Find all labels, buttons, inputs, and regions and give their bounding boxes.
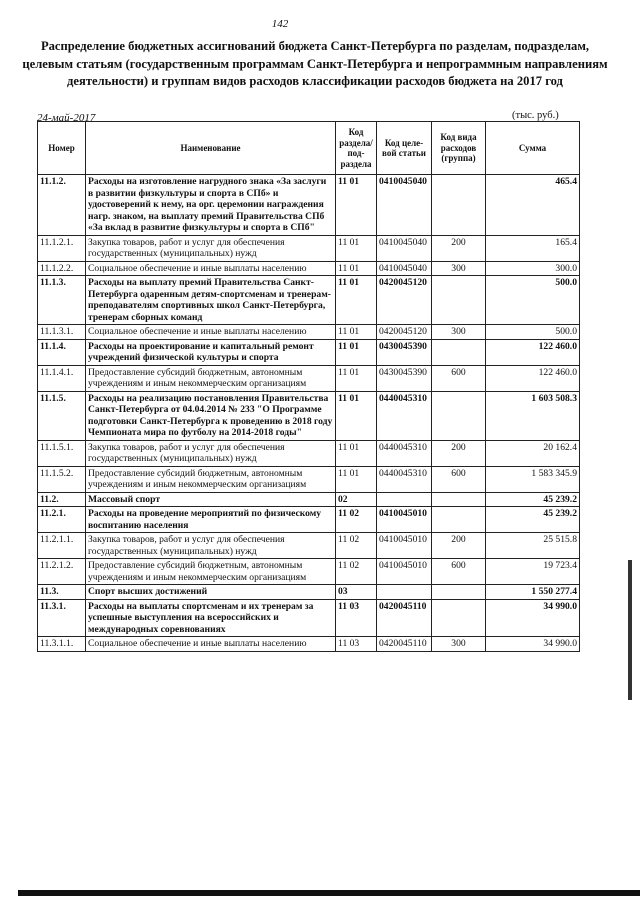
- row-number: 11.1.5.1.: [38, 440, 86, 466]
- table-row: [38, 440, 580, 466]
- table-row: [38, 261, 580, 276]
- row-section-code: 11 01: [336, 365, 377, 391]
- row-name: Предоставление субсидий бюджетным, автономным учреждениям и иным некоммерческим организациям: [86, 466, 336, 492]
- row-name: Расходы на реализацию постановления Правительства Санкт-Петербурга от 04.04.2014 № 233 "О Программе подготовки Санкт-Петербурга к проведению в 2018 году Чемпионата мира по футболу на 2014-2018 годы": [86, 391, 336, 440]
- row-expense-type-code: [432, 492, 486, 507]
- row-sum: 165.4: [486, 235, 580, 261]
- row-sum: 500.0: [486, 325, 580, 340]
- row-number: 11.1.4.1.: [38, 365, 86, 391]
- row-section-code: 02: [336, 492, 377, 507]
- row-name: Социальное обеспечение и иные выплаты населению: [86, 261, 336, 276]
- row-number: 11.1.4.: [38, 339, 86, 365]
- table-row: [38, 276, 580, 325]
- row-sum: 1 583 345.9: [486, 466, 580, 492]
- row-name: Расходы на изготовление нагрудного знака «За заслуги в развитии физкультуры и спорта в СПб» и удостоверений к нему, на орг. церемонии награждения нагр. знаком, на выплату премий Правительства СПб «За вклад в развитие физкультуры и спорта в СПб": [86, 175, 336, 236]
- row-sum: 45 239.2: [486, 492, 580, 507]
- row-name: Закупка товаров, работ и услуг для обеспечения государственных (муниципальных) нужд: [86, 533, 336, 559]
- header-target-code: Код целе- вой статьи: [377, 122, 432, 175]
- header-name: Наименование: [86, 122, 336, 175]
- document-title: Распределение бюджетных ассигнований бюджета Санкт-Петербурга по разделам, подразделам, целевым статьям (государственным программам Санкт-Петербурга и непрограммным направлениям деятельности) и группам видов расходов классификации расходов бюджета на 2017 год: [22, 39, 608, 88]
- row-number: 11.1.5.2.: [38, 466, 86, 492]
- page-number: 142: [271, 18, 289, 30]
- row-expense-type-code: 200: [432, 533, 486, 559]
- row-target-code: 0440045310: [377, 466, 432, 492]
- header-expense-type-code: Код вида расходов (группа): [432, 122, 486, 175]
- document-date: 24-май-2017: [37, 112, 96, 124]
- row-expense-type-code: [432, 391, 486, 440]
- row-expense-type-code: 600: [432, 466, 486, 492]
- row-sum: 122 460.0: [486, 339, 580, 365]
- row-sum: 122 460.0: [486, 365, 580, 391]
- row-sum: 20 162.4: [486, 440, 580, 466]
- row-name: Социальное обеспечение и иные выплаты населению: [86, 637, 336, 652]
- row-sum: 500.0: [486, 276, 580, 325]
- row-section-code: 11 01: [336, 466, 377, 492]
- table-row: [38, 365, 580, 391]
- row-name: Закупка товаров, работ и услуг для обеспечения государственных (муниципальных) нужд: [86, 235, 336, 261]
- row-section-code: 11 01: [336, 325, 377, 340]
- row-sum: 1 603 508.3: [486, 391, 580, 440]
- units-label: (тыс. руб.): [512, 110, 559, 121]
- row-target-code: 0410045040: [377, 261, 432, 276]
- row-number: 11.1.2.1.: [38, 235, 86, 261]
- row-section-code: 11 02: [336, 559, 377, 585]
- row-target-code: 0420045110: [377, 599, 432, 637]
- row-number: 11.3.1.1.: [38, 637, 86, 652]
- row-number: 11.2.1.: [38, 507, 86, 533]
- table-row: [38, 507, 580, 533]
- row-expense-type-code: 300: [432, 261, 486, 276]
- table-row: [38, 391, 580, 440]
- row-target-code: 0410045040: [377, 235, 432, 261]
- row-target-code: 0430045390: [377, 365, 432, 391]
- row-target-code: 0440045310: [377, 440, 432, 466]
- row-section-code: 11 01: [336, 440, 377, 466]
- row-target-code: 0420045110: [377, 637, 432, 652]
- row-target-code: 0410045010: [377, 559, 432, 585]
- row-sum: 1 550 277.4: [486, 585, 580, 600]
- row-number: 11.2.1.1.: [38, 533, 86, 559]
- row-expense-type-code: [432, 276, 486, 325]
- table-body: [38, 175, 580, 652]
- header-number: Номер: [38, 122, 86, 175]
- table-row: [38, 175, 580, 236]
- budget-table: [37, 121, 580, 652]
- row-target-code: 0430045390: [377, 339, 432, 365]
- row-sum: 465.4: [486, 175, 580, 236]
- table-row: [38, 599, 580, 637]
- row-name: Социальное обеспечение и иные выплаты населению: [86, 325, 336, 340]
- row-sum: 45 239.2: [486, 507, 580, 533]
- table-row: [38, 585, 580, 600]
- table-row: [38, 559, 580, 585]
- row-section-code: 11 01: [336, 175, 377, 236]
- row-expense-type-code: [432, 599, 486, 637]
- row-target-code: 0440045310: [377, 391, 432, 440]
- header-sum: Сумма: [486, 122, 580, 175]
- row-target-code: 0420045120: [377, 276, 432, 325]
- header-section-code: Код раздела/ под- раздела: [336, 122, 377, 175]
- row-section-code: 11 03: [336, 637, 377, 652]
- row-section-code: 11 01: [336, 261, 377, 276]
- row-expense-type-code: [432, 175, 486, 236]
- row-section-code: 03: [336, 585, 377, 600]
- table-row: [38, 492, 580, 507]
- row-section-code: 11 01: [336, 339, 377, 365]
- table-row: [38, 533, 580, 559]
- row-number: 11.1.5.: [38, 391, 86, 440]
- row-name: Спорт высших достижений: [86, 585, 336, 600]
- row-number: 11.3.: [38, 585, 86, 600]
- bottom-rule: [18, 890, 640, 896]
- row-expense-type-code: 300: [432, 325, 486, 340]
- row-name: Предоставление субсидий бюджетным, автономным учреждениям и иным некоммерческим организациям: [86, 559, 336, 585]
- row-section-code: 11 03: [336, 599, 377, 637]
- row-expense-type-code: 200: [432, 235, 486, 261]
- row-number: 11.2.1.2.: [38, 559, 86, 585]
- row-name: Расходы на проведение мероприятий по физическому воспитанию населения: [86, 507, 336, 533]
- row-name: Предоставление субсидий бюджетным, автономным учреждениям и иным некоммерческим организациям: [86, 365, 336, 391]
- row-sum: 25 515.8: [486, 533, 580, 559]
- row-name: Расходы на выплаты спортсменам и их тренерам за успешные выступления на всероссийских и международных соревнованиях: [86, 599, 336, 637]
- row-sum: 19 723.4: [486, 559, 580, 585]
- row-sum: 34 990.0: [486, 637, 580, 652]
- row-expense-type-code: [432, 339, 486, 365]
- table-row: [38, 339, 580, 365]
- row-target-code: 0410045040: [377, 175, 432, 236]
- table-row: [38, 235, 580, 261]
- row-name: Массовый спорт: [86, 492, 336, 507]
- row-number: 11.2.: [38, 492, 86, 507]
- row-number: 11.1.3.: [38, 276, 86, 325]
- row-section-code: 11 01: [336, 276, 377, 325]
- row-target-code: 0420045120: [377, 325, 432, 340]
- row-number: 11.1.2.: [38, 175, 86, 236]
- row-expense-type-code: 200: [432, 440, 486, 466]
- row-number: 11.1.3.1.: [38, 325, 86, 340]
- row-section-code: 11 01: [336, 235, 377, 261]
- row-sum: 34 990.0: [486, 599, 580, 637]
- row-expense-type-code: [432, 507, 486, 533]
- row-expense-type-code: 600: [432, 559, 486, 585]
- row-target-code: 0410045010: [377, 533, 432, 559]
- table-row: [38, 637, 580, 652]
- table-row: [38, 466, 580, 492]
- row-name: Расходы на выплату премий Правительства Санкт-Петербурга одаренным детям-спортсменам и тренерам-преподавателям спортивных школ Санкт-Петербурга, тренерам сборных команд: [86, 276, 336, 325]
- row-name: Расходы на проектирование и капитальный ремонт учреждений физической культуры и спорта: [86, 339, 336, 365]
- table-row: [38, 325, 580, 340]
- row-section-code: 11 01: [336, 391, 377, 440]
- row-name: Закупка товаров, работ и услуг для обеспечения государственных (муниципальных) нужд: [86, 440, 336, 466]
- row-target-code: 0410045010: [377, 507, 432, 533]
- row-target-code: [377, 585, 432, 600]
- row-expense-type-code: 300: [432, 637, 486, 652]
- row-sum: 300.0: [486, 261, 580, 276]
- row-number: 11.3.1.: [38, 599, 86, 637]
- row-section-code: 11 02: [336, 507, 377, 533]
- row-expense-type-code: [432, 585, 486, 600]
- scan-edge-mark: [628, 560, 632, 700]
- row-number: 11.1.2.2.: [38, 261, 86, 276]
- row-expense-type-code: 600: [432, 365, 486, 391]
- row-section-code: 11 02: [336, 533, 377, 559]
- row-target-code: [377, 492, 432, 507]
